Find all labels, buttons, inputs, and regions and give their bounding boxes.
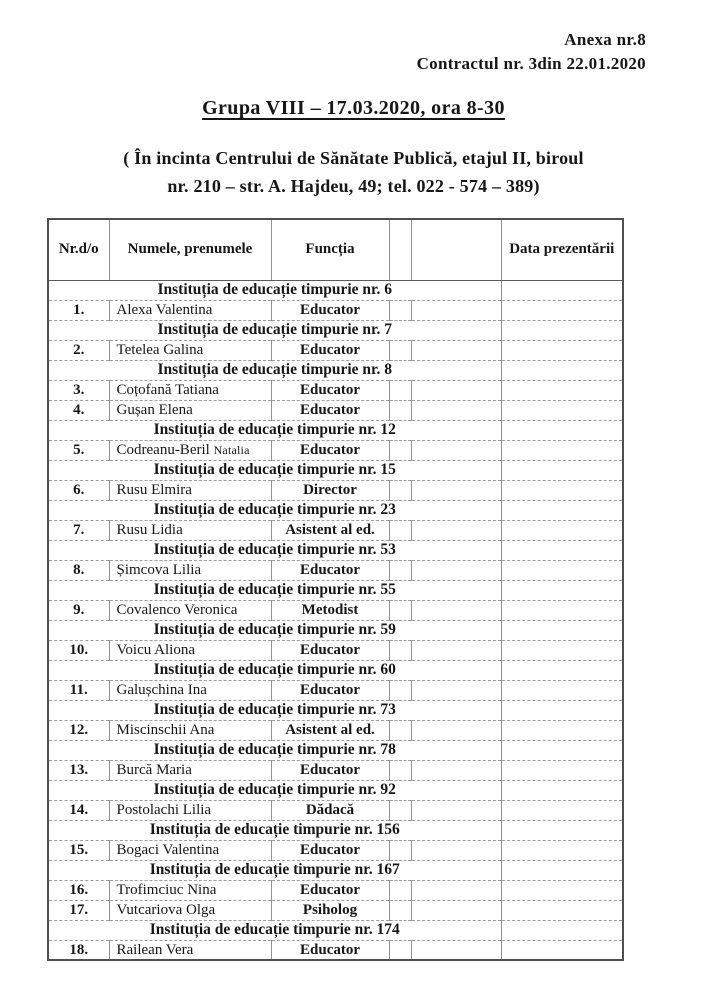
institution-label: Instituția de educație timpurie nr. 92	[48, 780, 501, 800]
person-name: Codreanu-Beril Natalia	[109, 440, 271, 460]
institution-row	[48, 280, 623, 300]
row-number: 15.	[48, 840, 109, 860]
person-name: Coțofană Tatiana	[109, 380, 271, 400]
institution-label: Instituția de educație timpurie nr. 8	[48, 360, 501, 380]
person-function: Educator	[271, 560, 389, 580]
institution-label: Instituția de educație timpurie nr. 78	[48, 740, 501, 760]
person-row	[48, 300, 623, 320]
date-cell	[501, 680, 623, 700]
institution-label: Instituția de educație timpurie nr. 59	[48, 620, 501, 640]
empty-cell-1	[389, 720, 411, 740]
empty-cell-1	[389, 520, 411, 540]
empty-cell-2	[411, 480, 501, 500]
empty-cell-1	[389, 560, 411, 580]
person-row	[48, 640, 623, 660]
empty-cell-2	[411, 760, 501, 780]
empty-cell-1	[389, 380, 411, 400]
date-cell	[501, 720, 623, 740]
person-function: Asistent al ed.	[271, 520, 389, 540]
person-row	[48, 560, 623, 580]
institution-row	[48, 580, 623, 600]
row-number: 9.	[48, 600, 109, 620]
date-cell	[501, 800, 623, 820]
institution-label: Instituția de educație timpurie nr. 12	[48, 420, 501, 440]
location-note	[30, 144, 677, 200]
person-name: Șimcova Lilia	[109, 560, 271, 580]
person-function: Dădacă	[271, 800, 389, 820]
institution-label: Instituția de educație timpurie nr. 55	[48, 580, 501, 600]
date-cell	[501, 840, 623, 860]
institution-row	[48, 660, 623, 680]
person-row	[48, 880, 623, 900]
person-row	[48, 440, 623, 460]
institution-row	[48, 700, 623, 720]
row-number: 13.	[48, 760, 109, 780]
empty-cell-2	[411, 440, 501, 460]
institution-date-cell	[501, 320, 623, 340]
institution-row	[48, 460, 623, 480]
row-number: 11.	[48, 680, 109, 700]
institution-label: Instituția de educație timpurie nr. 156	[48, 820, 501, 840]
person-function: Asistent al ed.	[271, 720, 389, 740]
person-name: Covalenco Veronica	[109, 600, 271, 620]
empty-cell-2	[411, 600, 501, 620]
institution-date-cell	[501, 820, 623, 840]
person-function: Educator	[271, 880, 389, 900]
institution-date-cell	[501, 860, 623, 880]
row-number: 14.	[48, 800, 109, 820]
empty-cell-1	[389, 640, 411, 660]
row-number: 12.	[48, 720, 109, 740]
person-function: Educator	[271, 300, 389, 320]
person-name: Rusu Elmira	[109, 480, 271, 500]
institution-date-cell	[501, 420, 623, 440]
institution-label: Instituția de educație timpurie nr. 15	[48, 460, 501, 480]
person-row	[48, 760, 623, 780]
person-name: Tetelea Galina	[109, 340, 271, 360]
institution-date-cell	[501, 460, 623, 480]
empty-cell-1	[389, 440, 411, 460]
empty-cell-2	[411, 880, 501, 900]
person-row	[48, 400, 623, 420]
institution-row	[48, 360, 623, 380]
row-number: 16.	[48, 880, 109, 900]
attendance-table	[47, 218, 624, 961]
person-name-secondary: Natalia	[213, 442, 250, 457]
col-header-name: Numele, prenumele	[109, 219, 271, 280]
institution-row	[48, 540, 623, 560]
person-row	[48, 940, 623, 960]
empty-cell-2	[411, 300, 501, 320]
person-name: Galușchina Ina	[109, 680, 271, 700]
institution-label: Instituția de educație timpurie nr. 7	[48, 320, 501, 340]
date-cell	[501, 480, 623, 500]
date-cell	[501, 940, 623, 960]
person-row	[48, 520, 623, 540]
institution-row	[48, 500, 623, 520]
date-cell	[501, 880, 623, 900]
institution-label: Instituția de educație timpurie nr. 6	[48, 280, 501, 300]
row-number: 7.	[48, 520, 109, 540]
person-name: Trofimciuc Nina	[109, 880, 271, 900]
institution-date-cell	[501, 780, 623, 800]
empty-cell-2	[411, 340, 501, 360]
date-cell	[501, 560, 623, 580]
person-row	[48, 480, 623, 500]
date-cell	[501, 900, 623, 920]
row-number: 6.	[48, 480, 109, 500]
empty-cell-2	[411, 520, 501, 540]
date-cell	[501, 400, 623, 420]
empty-cell-1	[389, 800, 411, 820]
person-row	[48, 340, 623, 360]
institution-label: Instituția de educație timpurie nr. 60	[48, 660, 501, 680]
person-row	[48, 840, 623, 860]
empty-cell-1	[389, 680, 411, 700]
person-name: Gușan Elena	[109, 400, 271, 420]
empty-cell-1	[389, 900, 411, 920]
col-header-date: Data prezentării	[501, 219, 623, 280]
empty-cell-2	[411, 560, 501, 580]
person-name: Postolachi Lilia	[109, 800, 271, 820]
institution-date-cell	[501, 660, 623, 680]
row-number: 10.	[48, 640, 109, 660]
row-number: 5.	[48, 440, 109, 460]
person-function: Educator	[271, 840, 389, 860]
empty-cell-2	[411, 840, 501, 860]
institution-row	[48, 780, 623, 800]
empty-cell-1	[389, 300, 411, 320]
person-function: Educator	[271, 940, 389, 960]
date-cell	[501, 440, 623, 460]
person-row	[48, 600, 623, 620]
person-function: Educator	[271, 760, 389, 780]
institution-date-cell	[501, 620, 623, 640]
person-function: Educator	[271, 380, 389, 400]
institution-label: Instituția de educație timpurie nr. 174	[48, 920, 501, 940]
person-name: Bogaci Valentina	[109, 840, 271, 860]
institution-row	[48, 620, 623, 640]
person-name: Railean Vera	[109, 940, 271, 960]
empty-cell-1	[389, 760, 411, 780]
person-function: Educator	[271, 680, 389, 700]
empty-cell-1	[389, 480, 411, 500]
location-line-2: nr. 210 – str. A. Hajdeu, 49; tel. 022 - 574 – 389)	[167, 176, 540, 196]
date-cell	[501, 520, 623, 540]
location-line-1: ( În incinta Centrului de Sănătate Publică, etajul II, biroul	[123, 148, 584, 168]
person-row	[48, 800, 623, 820]
person-row	[48, 720, 623, 740]
institution-date-cell	[501, 740, 623, 760]
col-header-empty-1	[389, 219, 411, 280]
date-cell	[501, 600, 623, 620]
person-name: Alexa Valentina	[109, 300, 271, 320]
institution-row	[48, 860, 623, 880]
person-row	[48, 900, 623, 920]
institution-row	[48, 420, 623, 440]
col-header-nr: Nr.d/o	[48, 219, 109, 280]
person-name: Miscinschii Ana	[109, 720, 271, 740]
empty-cell-2	[411, 800, 501, 820]
person-function: Metodist	[271, 600, 389, 620]
empty-cell-2	[411, 380, 501, 400]
row-number: 4.	[48, 400, 109, 420]
person-name: Burcă Maria	[109, 760, 271, 780]
date-cell	[501, 760, 623, 780]
person-function: Educator	[271, 400, 389, 420]
row-number: 17.	[48, 900, 109, 920]
institution-row	[48, 320, 623, 340]
empty-cell-1	[389, 940, 411, 960]
col-header-empty-2	[411, 219, 501, 280]
institution-date-cell	[501, 580, 623, 600]
institution-date-cell	[501, 500, 623, 520]
person-row	[48, 680, 623, 700]
annex-label: Anexa nr.8	[564, 30, 646, 49]
institution-label: Instituția de educație timpurie nr. 73	[48, 700, 501, 720]
date-cell	[501, 300, 623, 320]
person-function: Psiholog	[271, 900, 389, 920]
contract-label: Contractul nr. 3din 22.01.2020	[416, 54, 646, 73]
col-header-function: Funcția	[271, 219, 389, 280]
empty-cell-2	[411, 900, 501, 920]
institution-date-cell	[501, 920, 623, 940]
row-number: 18.	[48, 940, 109, 960]
person-function: Educator	[271, 640, 389, 660]
page-title	[0, 97, 707, 120]
date-cell	[501, 340, 623, 360]
empty-cell-1	[389, 840, 411, 860]
person-name: Rusu Lidia	[109, 520, 271, 540]
institution-date-cell	[501, 700, 623, 720]
institution-date-cell	[501, 280, 623, 300]
empty-cell-1	[389, 600, 411, 620]
row-number: 2.	[48, 340, 109, 360]
person-name: Voicu Aliona	[109, 640, 271, 660]
date-cell	[501, 640, 623, 660]
empty-cell-2	[411, 680, 501, 700]
person-name: Vutcariova Olga	[109, 900, 271, 920]
person-function: Educator	[271, 340, 389, 360]
row-number: 3.	[48, 380, 109, 400]
institution-label: Instituția de educație timpurie nr. 167	[48, 860, 501, 880]
page-title-text: Grupa VIII – 17.03.2020, ora 8-30	[202, 97, 505, 119]
institution-row	[48, 820, 623, 840]
row-number: 8.	[48, 560, 109, 580]
institution-row	[48, 920, 623, 940]
institution-label: Instituția de educație timpurie nr. 23	[48, 500, 501, 520]
person-row	[48, 380, 623, 400]
empty-cell-2	[411, 720, 501, 740]
empty-cell-2	[411, 940, 501, 960]
person-function: Director	[271, 480, 389, 500]
institution-row	[48, 740, 623, 760]
empty-cell-1	[389, 400, 411, 420]
person-function: Educator	[271, 440, 389, 460]
date-cell	[501, 380, 623, 400]
institution-date-cell	[501, 360, 623, 380]
empty-cell-1	[389, 340, 411, 360]
empty-cell-2	[411, 640, 501, 660]
empty-cell-2	[411, 400, 501, 420]
row-number: 1.	[48, 300, 109, 320]
institution-label: Instituția de educație timpurie nr. 53	[48, 540, 501, 560]
empty-cell-1	[389, 880, 411, 900]
annex-block	[417, 28, 646, 76]
institution-date-cell	[501, 540, 623, 560]
table-header-row	[48, 219, 623, 280]
